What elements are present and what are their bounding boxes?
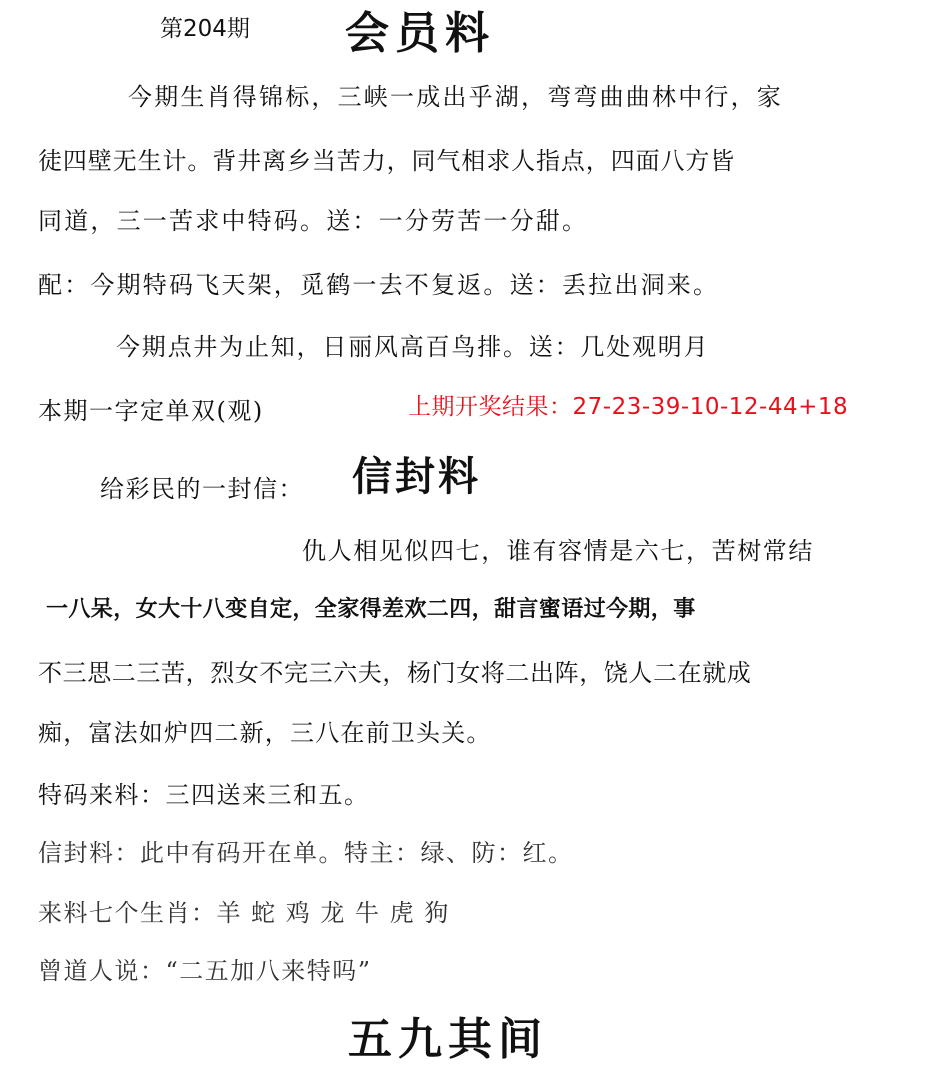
poem-line-1: 今期生肖得锦标，三峡一成出乎湖，弯弯曲曲林中行，家 — [128, 83, 783, 111]
issue-number: 第204期 — [160, 16, 250, 42]
poem-line-3: 同道，三一苦求中特码。送：一分劳苦一分甜。 — [38, 207, 589, 235]
daoren-line: 曾道人说：“二五加八来特吗” — [38, 957, 372, 985]
letter-line-3: 不三思二三苦，烈女不完三六夫，杨门女将二出阵，饶人二在就成 — [38, 659, 752, 687]
letter-line-2: 一八呆，女大十八变自定，全家得差欢二四，甜言蜜语过今期，事 — [46, 596, 696, 622]
poem-line-2: 徒四壁无生计。背井离乡当苦力，同气相求人指点，四面八方皆 — [38, 147, 736, 175]
shengxiao-line: 来料七个生肖：羊 蛇 鸡 龙 牛 虎 狗 — [38, 899, 450, 927]
yizi-line: 本期一字定单双(观) — [38, 397, 264, 425]
letter-line-4: 痴，富法如炉四二新，三八在前卫头关。 — [38, 719, 492, 747]
letter-intro: 给彩民的一封信： — [100, 475, 304, 503]
page-title: 会员料 — [345, 8, 495, 59]
dian-line: 今期点井为止知，日丽风高百鸟排。送：几处观明月 — [116, 333, 710, 361]
tema-line: 特码来料：三四送来三和五。 — [38, 781, 370, 809]
footer-title: 五九其间 — [348, 1014, 548, 1065]
envelope-title: 信封料 — [352, 453, 481, 500]
pei-line: 配：今期特码飞天架，觅鹤一去不复返。送：丢拉出洞来。 — [38, 271, 720, 299]
xinfeng-line: 信封料：此中有码开在单。特主：绿、防：红。 — [38, 839, 574, 867]
letter-line-1: 仇人相见似四七，谁有容情是六七，苦树常结 — [302, 537, 814, 565]
last-result: 上期开奖结果：27-23-39-10-12-44+18 — [408, 394, 849, 420]
